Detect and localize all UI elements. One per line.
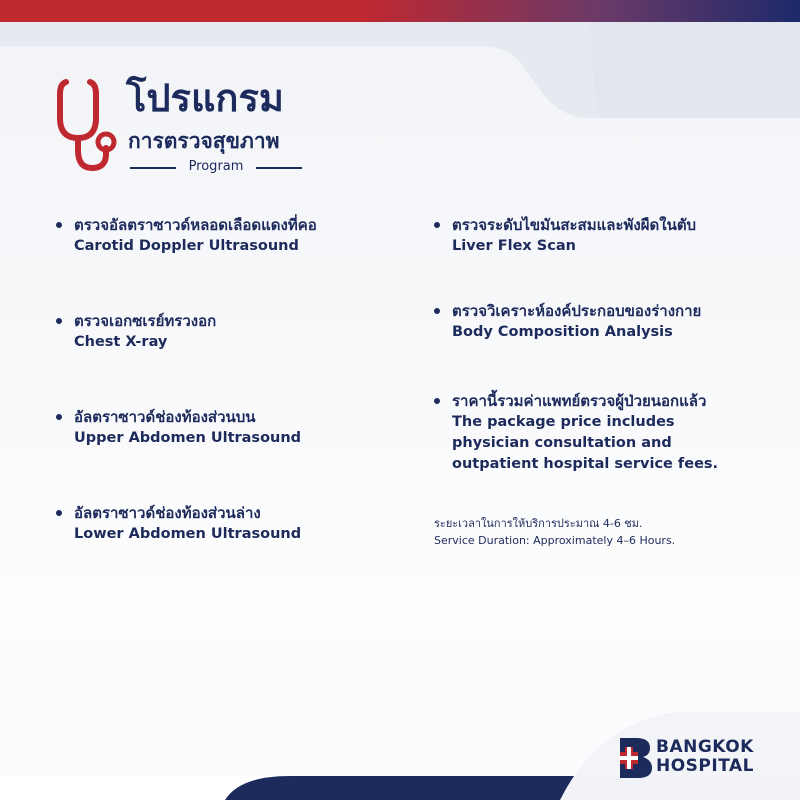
item-english: Lower Abdomen Ultrasound — [74, 526, 302, 542]
item-english: Chest X-ray — [74, 334, 168, 350]
item-english: Body Composition Analysis — [452, 324, 673, 340]
page-title: โปรแกรม — [126, 76, 284, 120]
header — [56, 76, 316, 180]
stethoscope-icon — [56, 76, 120, 176]
list-item — [434, 390, 752, 475]
list-item — [434, 214, 696, 257]
item-english: The package price includes physician consultation and outpatient hospital service fees. — [452, 414, 719, 472]
item-english: Carotid Doppler Ultrasound — [74, 238, 299, 254]
logo-line-1: BANGKOK — [656, 737, 754, 757]
duration-english: Service Duration: Approximately 4–6 Hours. — [434, 534, 676, 547]
item-thai: อัลตราซาวด์ช่องท้องส่วนบน — [74, 408, 256, 426]
list-item — [56, 502, 301, 545]
logo-text — [656, 738, 754, 776]
item-thai: ตรวจเอกซเรย์ทรวงอก — [74, 312, 217, 330]
item-english: Liver Flex Scan — [452, 238, 576, 254]
list-item — [56, 406, 301, 449]
page-subtitle: การตรวจสุขภาพ — [128, 129, 280, 153]
item-thai: อัลตราซาวด์ช่องท้องส่วนล่าง — [74, 504, 261, 522]
item-thai: ตรวจระดับไขมันสะสมและพังผืดในตับ — [452, 216, 697, 234]
list-item — [56, 214, 317, 257]
duration-thai: ระยะเวลาในการให้บริการประมาณ 4-6 ชม. — [434, 517, 643, 530]
item-thai: ตรวจอัลตราซาวด์หลอดเลือดแดงที่คอ — [74, 216, 317, 234]
logo-line-2: HOSPITAL — [656, 756, 754, 776]
logo-mark-icon — [616, 738, 652, 778]
bangkok-hospital-logo — [616, 738, 776, 778]
item-english: Upper Abdomen Ultrasound — [74, 430, 302, 446]
list-item — [56, 310, 216, 353]
service-duration — [434, 515, 675, 549]
item-thai: ราคานี้รวมค่าแพทย์ตรวจผู้ป่วยนอกแล้ว — [452, 392, 707, 410]
program-label: Program — [130, 158, 302, 176]
list-item — [434, 300, 701, 343]
item-thai: ตรวจวิเคราะห์องค์ประกอบของร่างกาย — [452, 302, 702, 320]
